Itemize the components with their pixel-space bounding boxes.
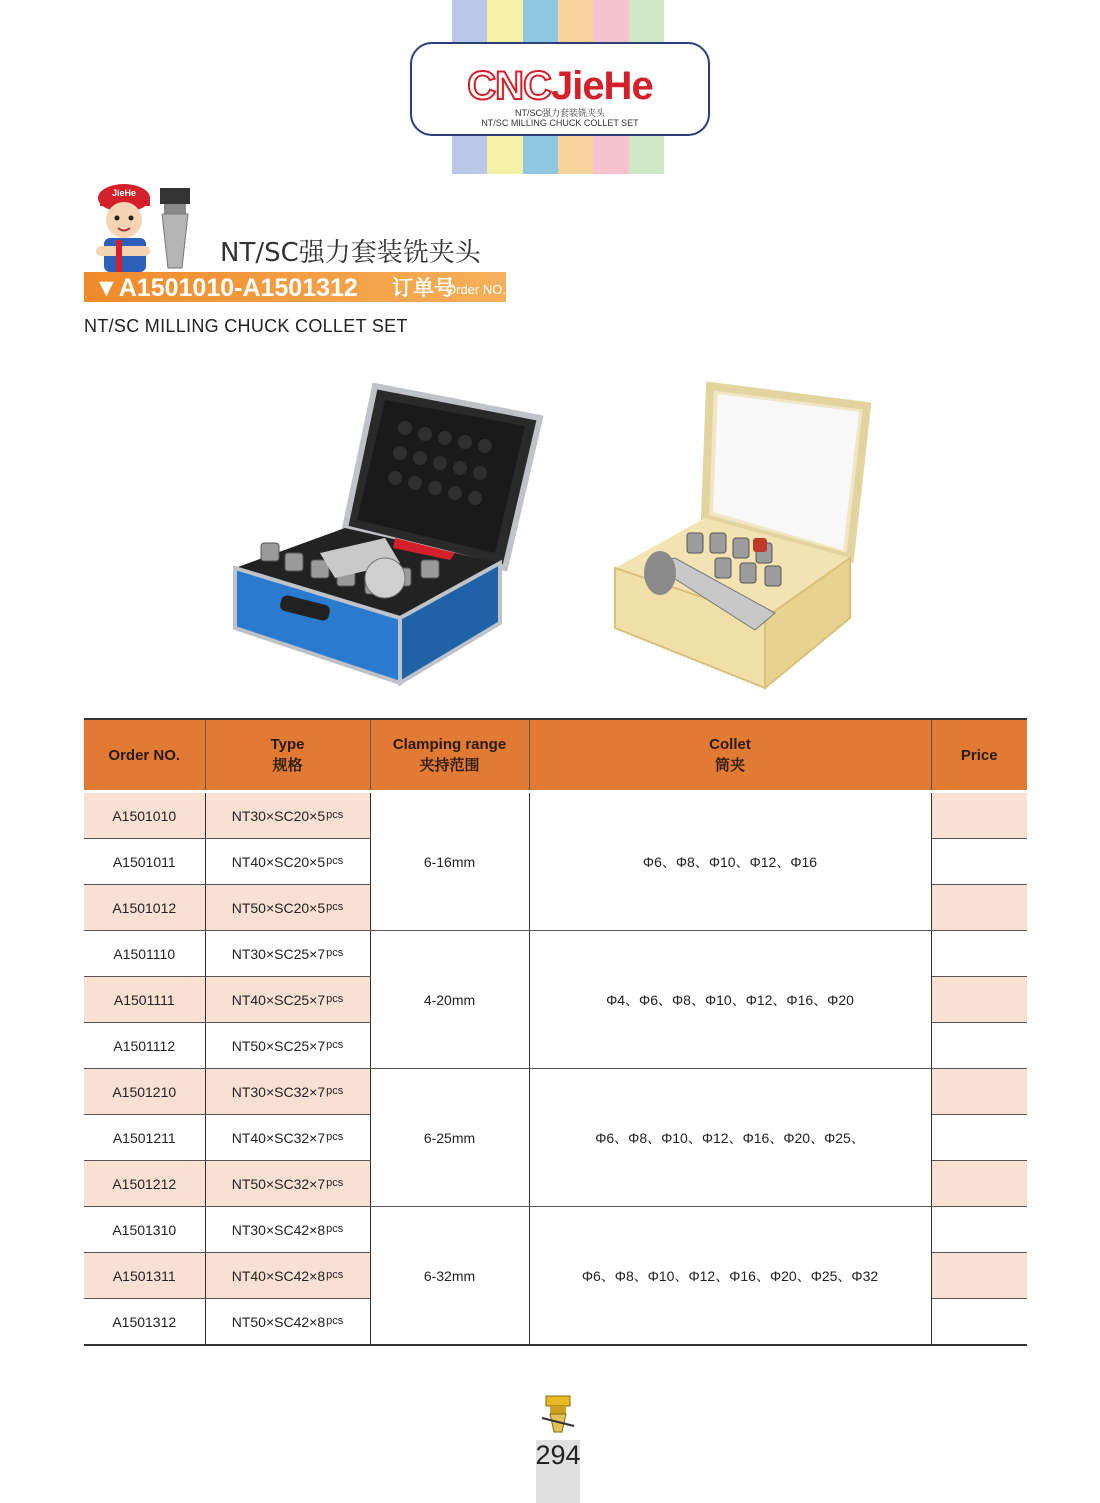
price-cell: [931, 1253, 1027, 1299]
price-cell: [931, 1207, 1027, 1253]
header-price: Price: [931, 719, 1027, 792]
type-cell: $NT40\times SC25\times 7^{pcs}$: [205, 977, 370, 1023]
logo-subtitle-cn: NT/SC强力套装铣夹头: [514, 108, 605, 118]
brand-logo: [412, 64, 708, 108]
order-range: ▼A1501010-A1501312: [94, 274, 358, 302]
order-cell: A1501011: [84, 839, 205, 885]
clamping-range-cell: 4-20mm: [370, 931, 529, 1069]
collet-cell: Φ4、Φ6、Φ8、Φ10、Φ12、Φ16、Φ20: [529, 931, 931, 1069]
order-cell: A1501310: [84, 1207, 205, 1253]
order-cell: A1501012: [84, 885, 205, 931]
type-cell: $NT40\times SC20\times 5^{pcs}$: [205, 839, 370, 885]
order-cell: A1501010: [84, 792, 205, 839]
order-cell: A1501110: [84, 931, 205, 977]
header-type: Type 规格: [205, 719, 370, 792]
type-cell: $NT30\times SC42\times 8^{pcs}$: [205, 1207, 370, 1253]
price-cell: [931, 1069, 1027, 1115]
mascot-illustration: [92, 176, 198, 276]
price-cell: [931, 931, 1027, 977]
aluminium-case-image: [225, 378, 545, 688]
price-cell: [931, 885, 1027, 931]
type-cell: $NT30\times SC25\times 7^{pcs}$: [205, 931, 370, 977]
type-cell: $NT50\times SC32\times 7^{pcs}$: [205, 1161, 370, 1207]
header-collet: Collet 筒夹: [529, 719, 931, 792]
collet-cell: Φ6、Φ8、Φ10、Φ12、Φ16、Φ20、Φ25、Φ32: [529, 1207, 931, 1346]
order-cell: A1501212: [84, 1161, 205, 1207]
specification-table: [84, 718, 1027, 1346]
type-cell: $NT50\times SC42\times 8^{pcs}$: [205, 1299, 370, 1346]
order-cell: A1501312: [84, 1299, 205, 1346]
type-cell: $NT40\times SC32\times 7^{pcs}$: [205, 1115, 370, 1161]
type-cell: $NT50\times SC25\times 7^{pcs}$: [205, 1023, 370, 1069]
logo-subtitle-en: NT/SC MILLING CHUCK COLLET SET: [481, 118, 639, 128]
price-cell: [931, 1161, 1027, 1207]
table-row: [84, 1069, 1027, 1115]
order-label-en: Order NO.: [446, 282, 506, 297]
clamping-range-cell: 6-25mm: [370, 1069, 529, 1207]
type-cell: $NT40\times SC42\times 8^{pcs}$: [205, 1253, 370, 1299]
product-title-cn: NT/SC强力套装铣夹头: [220, 238, 481, 268]
page-number: 294: [535, 1440, 581, 1470]
type-cell: $NT30\times SC20\times 5^{pcs}$: [205, 792, 370, 839]
logo-jiehe: JieHe: [550, 64, 653, 108]
header-clamping-range: Clamping range 夹持范围: [370, 719, 529, 792]
type-cell: $NT50\times SC20\times 5^{pcs}$: [205, 885, 370, 931]
table-row: [84, 792, 1027, 839]
clamping-range-cell: 6-32mm: [370, 1207, 529, 1346]
price-cell: [931, 792, 1027, 839]
price-cell: [931, 1023, 1027, 1069]
order-number-bar: [84, 272, 506, 302]
table-row: [84, 1207, 1027, 1253]
price-cell: [931, 1299, 1027, 1346]
logo-cnc: CNC: [467, 64, 551, 108]
order-cell: A1501112: [84, 1023, 205, 1069]
table-header-row: [84, 719, 1027, 792]
collet-cell: Φ6、Φ8、Φ10、Φ12、Φ16、Φ20、Φ25、: [529, 1069, 931, 1207]
header-order-no: Order NO.: [84, 719, 205, 792]
order-label-cn: 订单号: [392, 276, 455, 300]
table-row: [84, 931, 1027, 977]
wooden-case-image: [605, 378, 875, 690]
order-cell: A1501111: [84, 977, 205, 1023]
price-cell: [931, 1115, 1027, 1161]
price-cell: [931, 839, 1027, 885]
product-title-en: NT/SC MILLING CHUCK COLLET SET: [84, 316, 408, 336]
tool-holder-icon: [538, 1394, 578, 1434]
clamping-range-cell: 6-16mm: [370, 792, 529, 931]
order-cell: A1501211: [84, 1115, 205, 1161]
mascot-cap-text: JieHe: [112, 188, 137, 198]
collet-cell: Φ6、Φ8、Φ10、Φ12、Φ16: [529, 792, 931, 931]
type-cell: $NT30\times SC32\times 7^{pcs}$: [205, 1069, 370, 1115]
brand-logo-badge: [410, 42, 710, 136]
order-cell: A1501210: [84, 1069, 205, 1115]
order-cell: A1501311: [84, 1253, 205, 1299]
price-cell: [931, 977, 1027, 1023]
